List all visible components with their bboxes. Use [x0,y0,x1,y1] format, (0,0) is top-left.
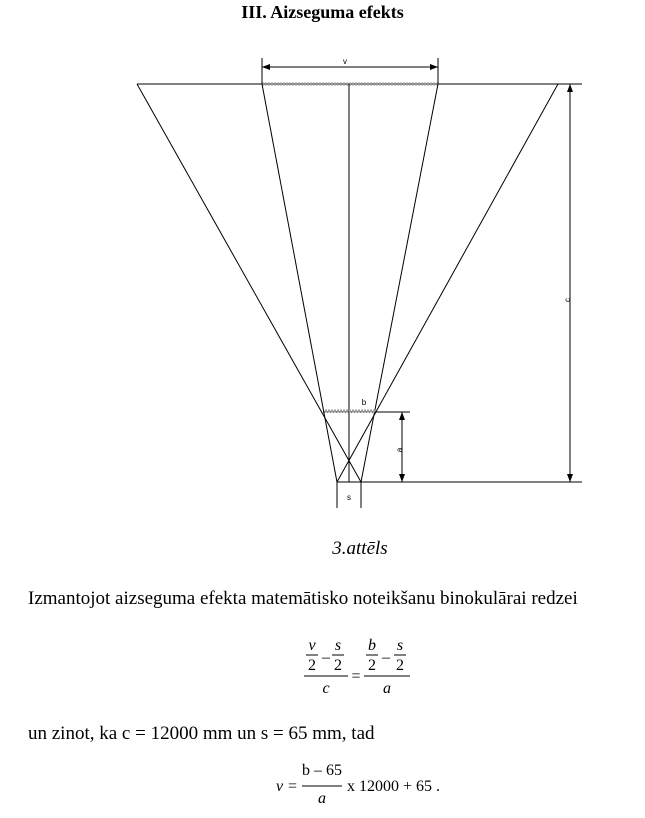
a-label: a [395,447,404,453]
f1-minus-1: – [322,649,330,666]
formula-equality [300,636,420,698]
f1-two-4: 2 [396,657,404,674]
f2-denominator: a [318,790,326,807]
inner-line-right [361,84,438,482]
page-title: III. Aizseguma efekts [241,2,404,22]
f1-v: v [308,637,316,654]
f1-two-1: 2 [308,657,316,674]
s-label: s [347,493,351,502]
f1-two-2: 2 [334,657,342,674]
paragraph-2: un zinot, ka c = 12000 mm un s = 65 mm, tad [28,723,375,744]
v-label: v [343,57,347,66]
f1-b: b [368,637,376,654]
f2-rest: x 12000 + 65 . [347,778,441,795]
f1-c: c [322,680,330,697]
a-arrow-top [399,412,405,420]
outer-line-right [337,84,558,482]
formula-result [270,762,460,808]
f1-s-2: s [396,637,404,654]
inner-line-left [262,84,337,482]
figure-caption: 3.attēls [332,538,388,559]
f2-numerator: b – 65 [302,762,342,779]
f2-v: v [276,778,284,795]
f1-equals: = [351,668,361,685]
f1-a: a [383,680,391,697]
b-label: b [361,398,367,407]
c-label: c [563,298,572,302]
paragraph-1: Izmantojot aizseguma efekta matemātisko noteikšanu binokulārai redzei [28,588,578,609]
v-arrow-left [262,64,270,70]
f1-two-3: 2 [368,657,376,674]
f1-s-1: s [334,637,342,654]
f2-equals: = [288,778,298,795]
c-arrow-top [567,84,573,92]
a-arrow-bottom [399,474,405,482]
outer-line-left [137,84,361,482]
v-arrow-right [430,64,438,70]
f1-minus-2: – [382,649,390,666]
c-arrow-bottom [567,474,573,482]
